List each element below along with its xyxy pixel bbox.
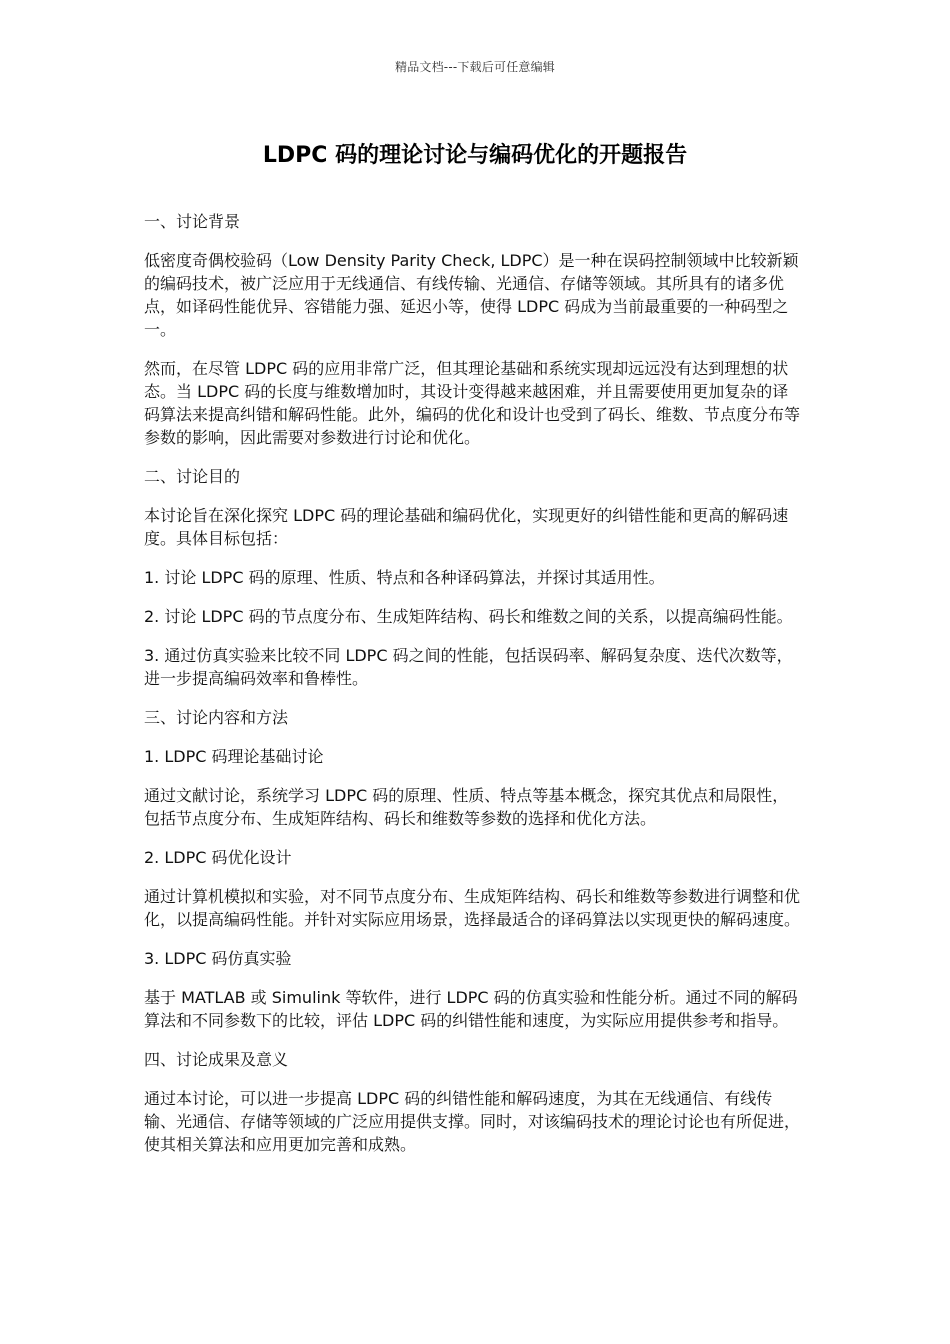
paragraph: 基于 MATLAB 或 Simulink 等软件，进行 LDPC 码的仿真实验和性能分析。通过不同的解码算法和不同参数下的比较，评估 LDPC 码的纠错性能和速度，为实际应用提供参考和指导。 — [144, 988, 798, 1030]
paragraph: 低密度奇偶校验码（Low Density Parity Check, LDPC）是一种在误码控制领域中比较新颖的编码技术，被广泛应用于无线通信、有线传输、光通信、存储等领域。其所具有的诸多优点，如译码性能优异、容错能力强、延迟小等，使得 LDPC 码成为当前最重要的一种码型之一。 — [144, 251, 799, 339]
list-item: 1. 讨论 LDPC 码的原理、性质、特点和各种译码算法，并探讨其适用性。 — [144, 568, 665, 587]
section-heading-results: 四、讨论成果及意义 — [144, 1050, 289, 1069]
document-body — [144, 210, 804, 1172]
subsection-heading: 2. LDPC 码优化设计 — [144, 848, 292, 867]
paragraph: 通过本讨论，可以进一步提高 LDPC 码的纠错性能和解码速度，为其在无线通信、有线传输、光通信、存储等领域的广泛应用提供支撑。同时，对该编码技术的理论讨论也有所促进，使其相关算法和应用更加完善和成熟。 — [144, 1089, 801, 1154]
subsection-heading: 1. LDPC 码理论基础讨论 — [144, 747, 324, 766]
section-heading-purpose: 二、讨论目的 — [144, 467, 241, 486]
document-title: LDPC 码的理论讨论与编码优化的开题报告 — [262, 143, 688, 168]
subsection-heading: 3. LDPC 码仿真实验 — [144, 949, 292, 968]
paragraph: 本讨论旨在深化探究 LDPC 码的理论基础和编码优化，实现更好的纠错性能和更高的解码速度。具体目标包括： — [144, 506, 789, 548]
paragraph: 然而，在尽管 LDPC 码的应用非常广泛，但其理论基础和系统实现却远远没有达到理想的状态。当 LDPC 码的长度与维数增加时，其设计变得越来越困难，并且需要使用更加复杂的译码算法来提高纠错和解码性能。此外，编码的优化和设计也受到了码长、维数、节点度分布等参数的影响，因此需要对参数进行讨论和优化。 — [144, 359, 801, 447]
section-heading-methods: 三、讨论内容和方法 — [144, 708, 289, 727]
header-note: 精品文档---下载后可任意编辑 — [395, 60, 555, 74]
list-item: 2. 讨论 LDPC 码的节点度分布、生成矩阵结构、码长和维数之间的关系，以提高编码性能。 — [144, 607, 793, 626]
paragraph: 通过文献讨论，系统学习 LDPC 码的原理、性质、特点等基本概念，探究其优点和局限性，包括节点度分布、生成矩阵结构、码长和维数等参数的选择和优化方法。 — [144, 786, 789, 828]
list-item: 3. 通过仿真实验来比较不同 LDPC 码之间的性能，包括误码率、解码复杂度、迭代次数等，进一步提高编码效率和鲁棒性。 — [144, 646, 793, 688]
paragraph: 通过计算机模拟和实验，对不同节点度分布、生成矩阵结构、码长和维数等参数进行调整和优化，以提高编码性能。并针对实际应用场景，选择最适合的译码算法以实现更快的解码速度。 — [144, 887, 801, 929]
section-heading-background: 一、讨论背景 — [144, 212, 241, 231]
